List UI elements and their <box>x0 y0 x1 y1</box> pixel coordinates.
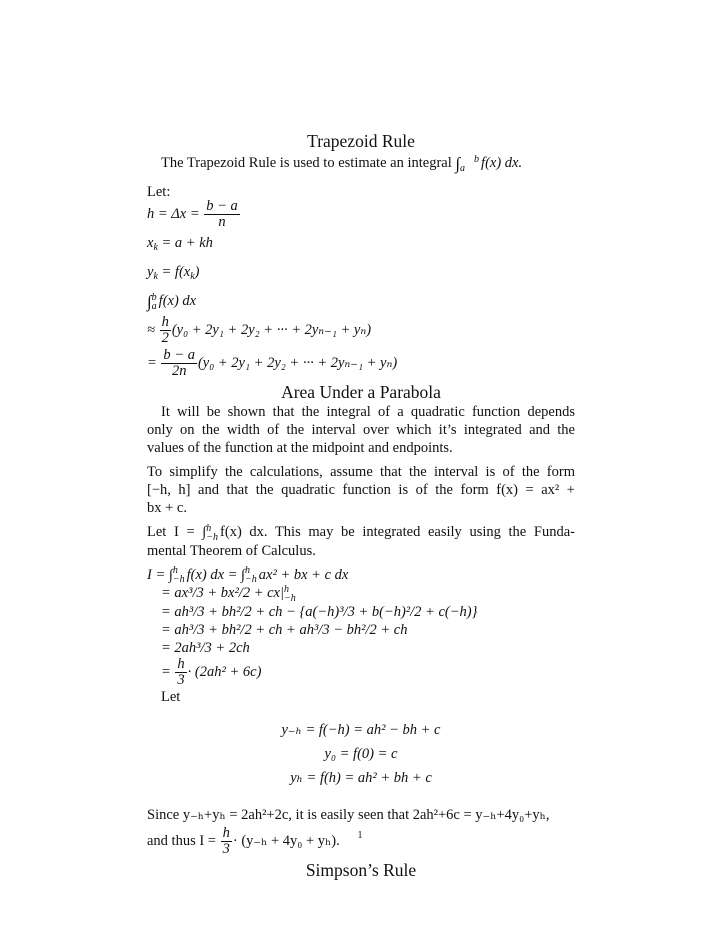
h-definition: h = Δx = $\frac{b - a}{n}$ <box>147 198 238 230</box>
thus-line: and thus I = $\frac{h}{3}$ · (y₋ₕ + 4y₀ + yₕ). <box>147 825 340 858</box>
section-title-simpson: Simpson’s Rule <box>305 860 417 881</box>
trapezoid-intro: The Trapezoid Rule is used to estimate an integral ∫ b a f(x) dx. <box>161 153 523 174</box>
xk-definition: $x_k = a$ + kh <box>147 235 213 253</box>
approx-line: ≈ $\frac{h}{2}$ (y₀ + 2y₁ + 2y₂ + ··· + 2yₙ₋₁ + yₙ) <box>147 314 372 346</box>
integral-line: ∫b a f(x) dx <box>147 291 197 312</box>
endpoint-definitions: y₋ₕ = f(−h) = ah² − bh + c y₀ = f(0) = c yₕ = f(h) = ah² + bh + c <box>281 722 441 787</box>
parabola-paragraph-2: To simplify the calculations, assume that the interval is of the form [−h, h] and that the quadratic function is of the form f(x) = ax² + bx + c. <box>147 464 575 516</box>
section-title-parabola: Area Under a Parabola <box>281 382 441 402</box>
parabola-paragraph-1: It will be shown that the integral of a quadratic function depends only on the width of the interval over which it’s integrated and the values of the function at the midpoint and endpoints. <box>147 404 575 456</box>
page-number: 1 <box>357 830 363 841</box>
section-title-trapezoid: Trapezoid Rule <box>307 131 415 151</box>
let-label: Let: <box>147 184 171 200</box>
yk-definition: $y_k = f(x_k)$ <box>147 264 200 282</box>
document-page <box>147 130 575 881</box>
since-line: Since y₋ₕ+yₕ = 2ah²+2c, it is easily seen that 2ah²+6c = y₋ₕ+4y₀+yₕ, <box>147 807 550 824</box>
derivation: I = ∫h −h f(x) dx = ∫h −h ax² + bx + c dx = ax³/3 + bx²/2 + cx|h −h = ah³/3 + bh²/2 + ch − {a(−h)³/3 + b(−h)²/2 + c(−h)} = ah³/3 + bh²/2 + ch + ah³/3 − bh²/2 + ch = 2ah³/3 + 2ch = $\frac{h}{3}$ · (2ah² + 6c) Let <box>147 565 478 706</box>
equals-line: = $\frac{b - a}{2n}$ (y₀ + 2y₁ + 2y₂ + ··· + 2yₙ₋₁ + yₙ) <box>147 347 398 379</box>
parabola-paragraph-3: Let I = ∫h −h f(x) dx. This may be integrated easily using the Funda- mental Theorem of Calculus. <box>147 522 575 559</box>
